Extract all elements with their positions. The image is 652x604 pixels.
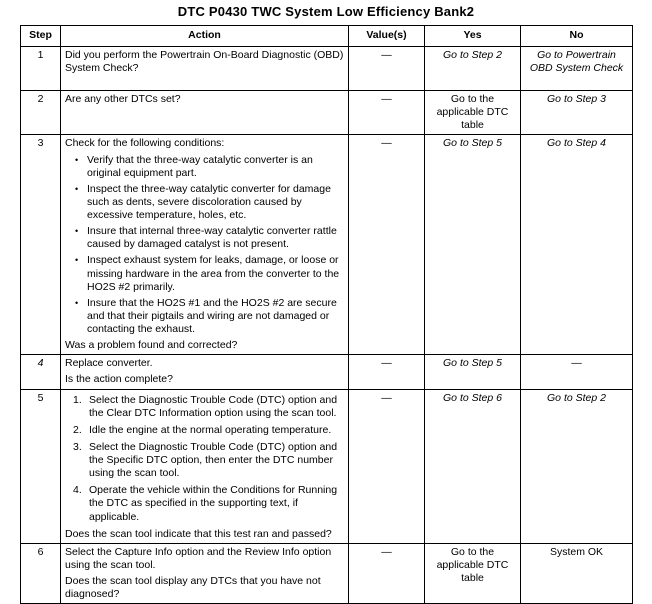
yes-cell: Go to Step 2: [425, 47, 521, 91]
table-row: [21, 91, 633, 135]
table-row: [21, 47, 633, 91]
yes-cell: Go to Step 6: [425, 389, 521, 543]
bullet-item: [75, 297, 344, 336]
table-row: [21, 389, 633, 543]
values-cell: —: [349, 135, 425, 355]
step-number: 4: [21, 355, 61, 389]
values-cell: —: [349, 47, 425, 91]
col-header-action: Action: [61, 26, 349, 47]
action-cell: [61, 389, 349, 543]
values-cell: —: [349, 91, 425, 135]
numbered-item: [73, 484, 344, 523]
col-header-no: No: [521, 26, 633, 47]
item-text: Idle the engine at the normal operating temperature.: [89, 423, 332, 436]
item-number: 1.: [73, 393, 82, 406]
action-intro: Check for the following conditions:: [65, 137, 225, 150]
bullet-item: [75, 183, 344, 222]
action-text: Did you perform the Powertrain On-Board Diagnostic (OBD) System Check?: [65, 49, 344, 75]
item-text: Operate the vehicle within the Conditions for Running the DTC as specified in the supporting text, if applicable.: [89, 484, 338, 523]
col-header-values: Value(s): [349, 26, 425, 47]
table-header: [21, 26, 633, 47]
action-question: Does the scan tool display any DTCs that you have not diagnosed?: [65, 575, 321, 601]
no-cell: System OK: [521, 543, 633, 604]
bullet-text: Inspect the three-way catalytic converter for damage such as dents, severe discoloration caused by excessive temperature, holes, etc.: [87, 182, 331, 221]
item-number: 2.: [73, 423, 82, 436]
bullet-item: [75, 254, 344, 293]
action-cell: [61, 543, 349, 604]
yes-cell: Go to Step 5: [425, 135, 521, 355]
action-question: Was a problem found and corrected?: [65, 339, 238, 352]
values-cell: —: [349, 355, 425, 389]
col-header-yes: Yes: [425, 26, 521, 47]
values-cell: —: [349, 389, 425, 543]
action-question: Is the action complete?: [65, 373, 173, 386]
item-text: Select the Diagnostic Trouble Code (DTC) option and the Clear DTC Information option using the scan tool.: [89, 393, 338, 419]
bullet-icon: •: [75, 183, 79, 194]
bullet-text: Insure that internal three-way catalytic converter rattle caused by damaged catalyst is not present.: [87, 225, 337, 251]
table-row: [21, 355, 633, 389]
no-cell: —: [521, 355, 633, 389]
bullet-item: [75, 154, 344, 180]
dtc-diagnostic-table: [20, 25, 633, 604]
numbered-item: [73, 394, 344, 420]
page-title: DTC P0430 TWC System Low Efficiency Bank2: [177, 4, 475, 19]
action-cell: [61, 355, 349, 389]
step-number: 2: [21, 91, 61, 135]
bullet-icon: •: [75, 297, 79, 308]
item-number: 4.: [73, 484, 82, 497]
action-question: Does the scan tool indicate that this test ran and passed?: [65, 527, 332, 540]
values-cell: —: [349, 543, 425, 604]
no-cell: Go to Step 2: [521, 389, 633, 543]
table-row: [21, 135, 633, 355]
yes-cell: Go to Step 5: [425, 355, 521, 389]
bullet-icon: •: [75, 154, 79, 165]
header-row: [21, 26, 633, 47]
no-cell: Go to Powertrain OBD System Check: [521, 47, 633, 91]
bullet-text: Verify that the three-way catalytic converter is an original equipment part.: [87, 153, 313, 179]
item-text: Select the Diagnostic Trouble Code (DTC) option and the Specific DTC option, then enter the DTC number using the scan tool.: [89, 440, 338, 480]
bullet-text: Insure that the HO2S #1 and the HO2S #2 are secure and that their pigtails and wiring are not damaged or contacting the exhaust.: [87, 296, 337, 335]
action-text: Are any other DTCs set?: [65, 93, 181, 105]
action-intro: Select the Capture Info option and the Review Info option using the scan tool.: [65, 545, 332, 571]
yes-cell: Go to the applicable DTC table: [425, 543, 521, 604]
table-row: [21, 543, 633, 604]
action-intro: Replace converter.: [65, 357, 153, 370]
numbered-item: [73, 441, 344, 480]
bullet-item: [75, 225, 344, 251]
step-number: 6: [21, 543, 61, 604]
action-cell: [61, 47, 349, 91]
step-number: 1: [21, 47, 61, 91]
bullet-icon: •: [75, 226, 79, 237]
action-cell: [61, 135, 349, 355]
action-cell: [61, 91, 349, 135]
bullet-text: Inspect exhaust system for leaks, damage, or loose or missing hardware in the area from the converter to the HO2S #2 primarily.: [87, 254, 340, 293]
bullet-icon: •: [75, 255, 79, 266]
item-number: 3.: [73, 440, 82, 453]
no-cell: Go to Step 4: [521, 135, 633, 355]
numbered-item: [73, 424, 344, 437]
col-header-step: Step: [21, 26, 61, 47]
yes-cell: Go to the applicable DTC table: [425, 91, 521, 135]
step-number: 3: [21, 135, 61, 355]
no-cell: Go to Step 3: [521, 91, 633, 135]
step-number: 5: [21, 389, 61, 543]
